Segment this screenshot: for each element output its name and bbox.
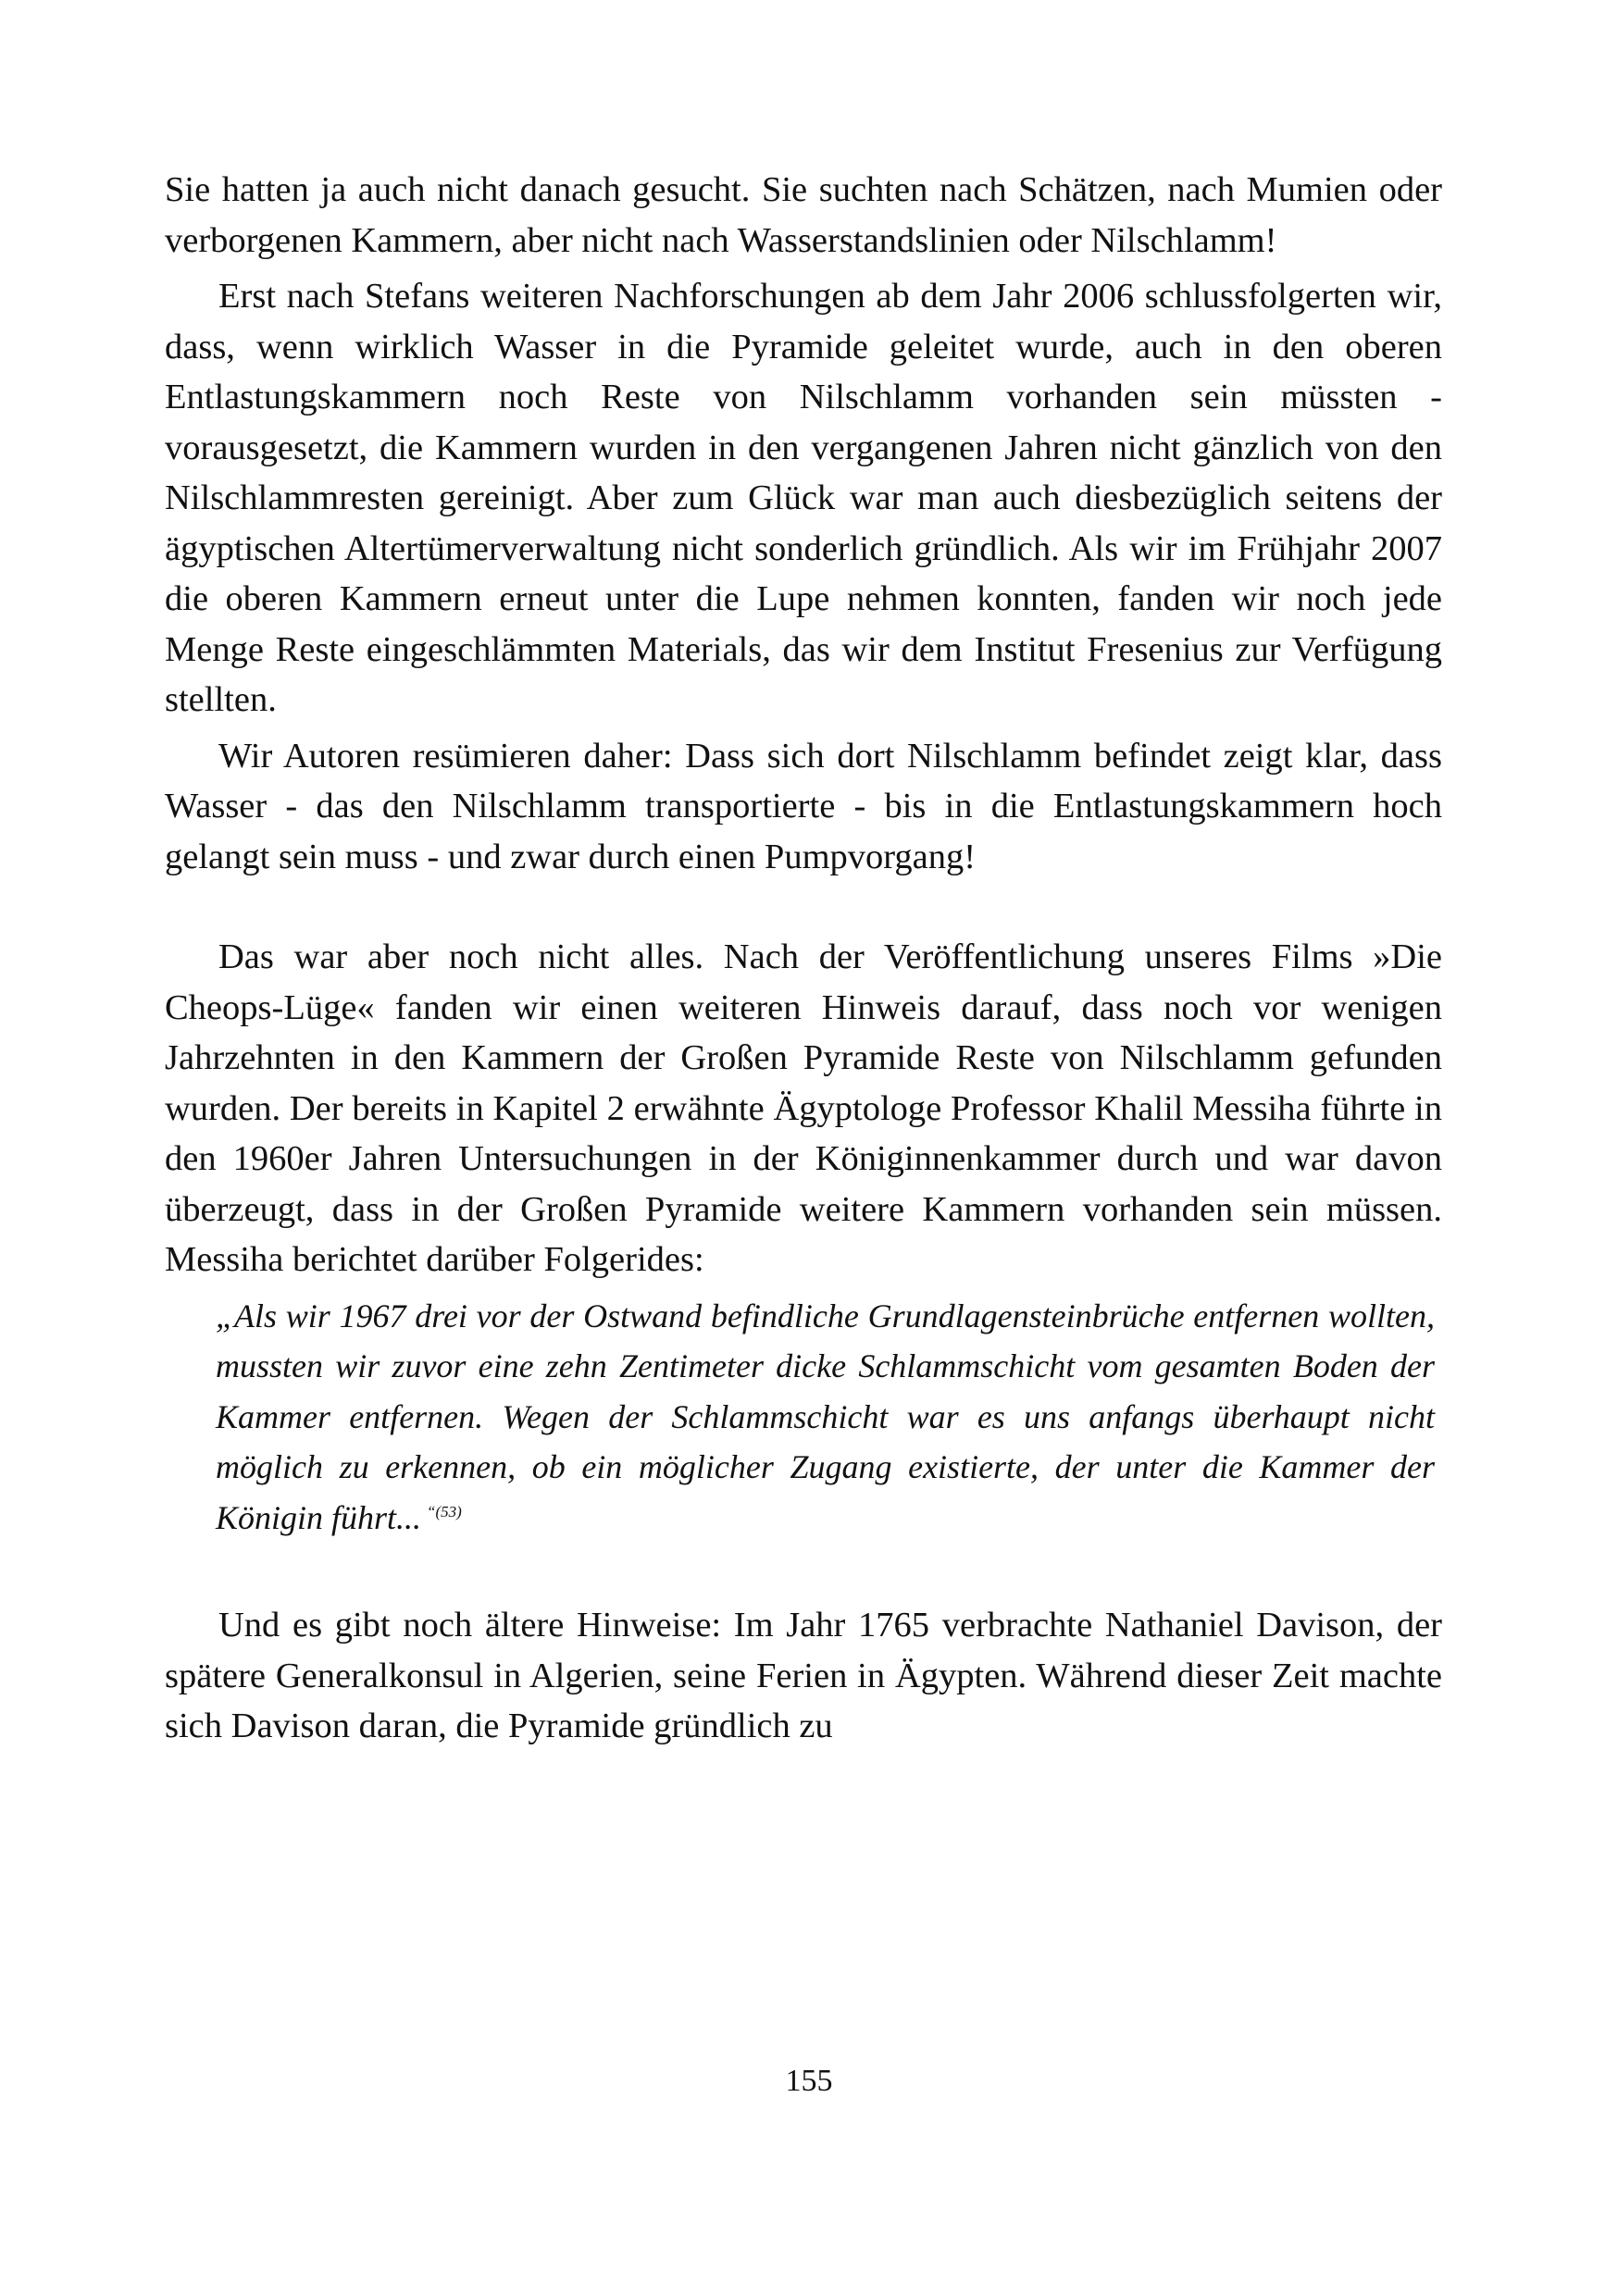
paragraph-2: Erst nach Stefans weiteren Nachforschungen ab dem Jahr 2006 schlussfolgerten wir, dass, wenn wirklich Wasser in die Pyramide geleitet wurde, auch in den oberen Entlastungskammern noch Reste von Nilschlamm vorhanden sein müssten - vorausgesetzt, die Kammern wurden in den vergangenen Jahren nicht gänzlich von den Nilschlammresten gereinigt. Aber zum Glück war man auch diesbezüglich seitens der ägyptischen Altertümerverwaltung nicht sonderlich gründlich. Als wir im Frühjahr 2007 die oberen Kammern erneut unter die Lupe nehmen konnten, fanden wir noch jede Menge Reste eingeschlämmten Materials, das wir dem Institut Fresenius zur Verfügung stellten. bbox=[165, 277, 1442, 719]
paragraph-4: Das war aber noch nicht alles. Nach der Veröffentlichung unseres Films »Die Cheops-Lüge« fanden wir einen weiteren Hinweis darauf, dass noch vor wenigen Jahrzehnten in den Kammern der Großen Pyramide Reste von Nilschlamm gefunden wurden. Der bereits in Kapitel 2 erwähnte Ägyptologe Professor Khalil Messiha führte in den 1960er Jahren Untersuchungen in der Königinnenkammer durch und war davon überzeugt, dass in der Großen Pyramide weitere Kammern vorhanden sein müssen. Messiha berichtet darüber Folgerides: bbox=[165, 937, 1442, 1279]
page-number: 155 bbox=[785, 2064, 833, 2098]
paragraph-3: Wir Autoren resümieren daher: Dass sich dort Nilschlamm befindet zeigt klar, dass Wasser - das den Nilschlamm transportierte - bis in die Entlastungskammern hoch gelangt sein muss - und zwar durch einen Pumpvorgang! bbox=[165, 736, 1442, 876]
closing-paragraph: Und es gibt noch ältere Hinweise: Im Jahr 1765 verbrachte Nathaniel Davison, der spätere Generalkonsul in Algerien, seine Ferien in Ägypten. Während dieser Zeit machte sich Davison daran, die Pyramide gründlich zu bbox=[165, 1606, 1442, 1745]
paragraph-1: Sie hatten ja auch nicht danach gesucht. Sie suchten nach Schätzen, nach Mumien oder verborgenen Kammern, aber nicht nach Wasserstandslinien oder Nilschlamm! bbox=[165, 170, 1442, 260]
page-body bbox=[165, 165, 1442, 1757]
block-quote bbox=[165, 1291, 1442, 1544]
footnote-mark: “(53) bbox=[427, 1502, 462, 1520]
quote-text: „Als wir 1967 drei vor der Ostwand befindliche Grundlagensteinbrüche entfernen wollten, mussten wir zuvor eine zehn Zentimeter dicke Schlammschicht vom gesamten Boden der Kammer entfernen. Wegen der Schlammschicht war es uns anfangs überhaupt nicht möglich zu erkennen, ob ein möglicher Zugang existierte, der unter die Kammer der Königin führt... bbox=[216, 1297, 1435, 1536]
